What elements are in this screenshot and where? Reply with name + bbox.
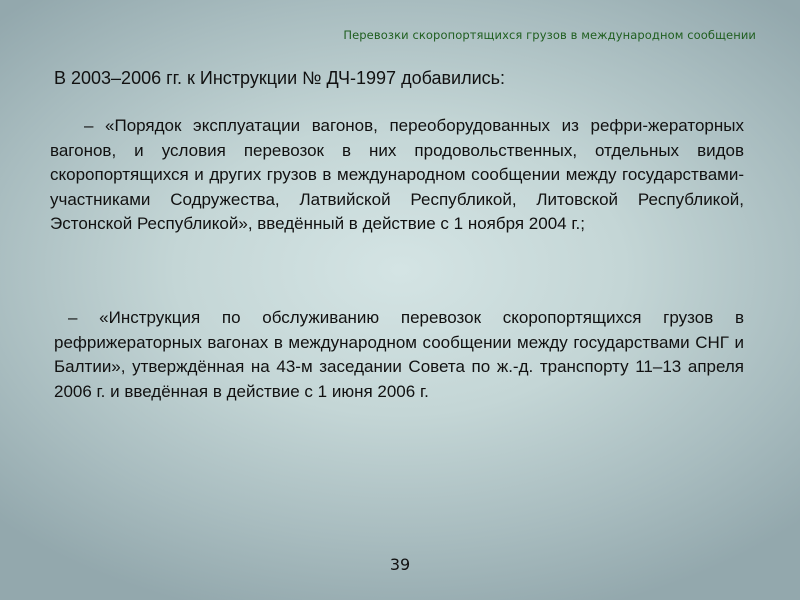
slide-header-title: Перевозки скоропортящихся грузов в международном сообщении: [343, 28, 756, 42]
paragraph-item-2: – «Инструкция по обслуживанию перевозок скоропортящихся грузов в рефрижераторных вагонах в международном сообщении между государствами СНГ и Балтии», утверждённая на 43-м заседании Совета по ж.-д. транспорту 11–13 апреля 2006 г. и введённая в действие с 1 июня 2006 г.: [54, 308, 744, 401]
intro-text: В 2003–2006 гг. к Инструкции № ДЧ-1997 добавились:: [54, 68, 506, 88]
page-number: 39: [389, 555, 411, 574]
paragraph-item-1: – «Порядок эксплуатации вагонов, переоборудованных из рефри-жераторных вагонов, и условия перевозок в них продовольственных, отдельных видов скоропортящихся и других грузов в международном сообщении между государствами-участниками Содружества, Латвийской Республикой, Литовской Республикой, Эстонской Республикой», введённый в действие с 1 ноября 2004 г.;: [50, 116, 744, 233]
